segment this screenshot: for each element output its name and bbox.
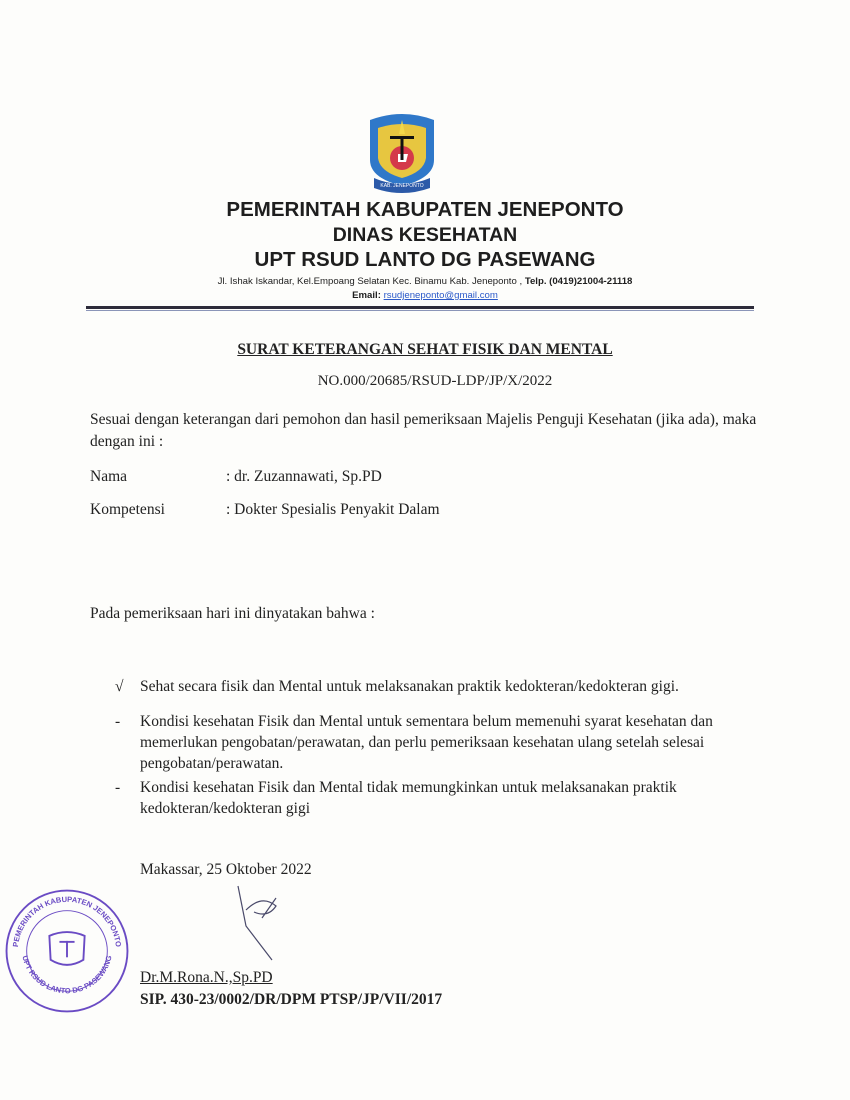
dash-icon: -	[115, 779, 121, 796]
signatory-sip: SIP. 430-23/0002/DR/DPM PTSP/JP/VII/2017	[140, 991, 443, 1008]
place-date: Makassar, 25 Oktober 2022	[140, 861, 312, 878]
letterhead-email-line	[0, 289, 850, 302]
svg-text:UPT RSUD LANTO DG PASEWANG	[20, 954, 113, 995]
address: Jl. Ishak Iskandar, Kel.Empoang Selatan Kec. Binamu Kab. Jeneponto ,	[217, 276, 523, 287]
field-label: Kompetensi	[90, 501, 165, 518]
logo-caption: KAB. JENEPONTO	[380, 183, 424, 189]
kabupaten-jeneponto-crest-icon	[362, 112, 442, 194]
letterhead-department: DINAS KESEHATAN	[332, 224, 518, 246]
signatory-name: Dr.M.Rona.N.,Sp.PD	[140, 969, 273, 986]
email-label: Email:	[352, 290, 381, 301]
email-link[interactable]: rsudjeneponto@gmail.com	[383, 290, 498, 301]
option-item	[115, 676, 725, 697]
option-text: Kondisi kesehatan Fisik dan Mental tidak memungkinkan untuk melaksanakan praktik kedokteran/kedokteran gigi	[140, 779, 677, 817]
statement-paragraph: Pada pemeriksaan hari ini dinyatakan bahwa :	[90, 605, 375, 622]
handwritten-signature-icon	[232, 882, 322, 962]
field-row-nama	[90, 467, 382, 487]
letterhead-government: PEMERINTAH KABUPATEN JENEPONTO	[226, 198, 624, 221]
letterhead-divider-thin	[86, 310, 754, 311]
official-stamp-icon	[4, 888, 130, 1014]
field-label: Nama	[90, 468, 128, 485]
letterhead-address-line	[0, 275, 850, 288]
stamp-bottom-text: UPT RSUD LANTO DG PASEWANG	[20, 954, 114, 996]
svg-text:PEMERINTAH KABUPATEN JENEPONTO	[11, 895, 123, 948]
option-text: Sehat secara fisik dan Mental untuk melaksanakan praktik kedokteran/kedokteran gigi.	[140, 678, 679, 695]
option-item	[115, 711, 725, 774]
dash-icon: -	[115, 713, 121, 730]
option-item	[115, 777, 725, 819]
intro-paragraph: Sesuai dengan keterangan dari pemohon dan hasil pemeriksaan Majelis Penguji Kesehatan (jika ada), maka dengan ini :	[90, 411, 757, 450]
phone: Telp. (0419)21004-21118	[524, 276, 633, 287]
letterhead-divider-thick	[86, 306, 754, 309]
letterhead-hospital: UPT RSUD LANTO DG PASEWANG	[254, 248, 596, 271]
field-value: : dr. Zuzannawati, Sp.PD	[226, 468, 382, 485]
option-text: Kondisi kesehatan Fisik dan Mental untuk sementara belum memenuhi syarat kesehatan dan memerlukan pengobatan/perawatan, dan perlu pemeriksaan kesehatan ulang setelah selesai pengobatan/perawatan.	[140, 713, 713, 772]
document-number: NO.000/20685/RSUD-LDP/JP/X/2022	[317, 373, 553, 389]
field-value: : Dokter Spesialis Penyakit Dalam	[226, 501, 440, 518]
document-title: SURAT KETERANGAN SEHAT FISIK DAN MENTAL	[237, 341, 613, 358]
stamp-top-text: PEMERINTAH KABUPATEN JENEPONTO	[10, 894, 124, 948]
field-row-kompetensi	[90, 500, 440, 520]
check-icon: √	[115, 678, 124, 695]
